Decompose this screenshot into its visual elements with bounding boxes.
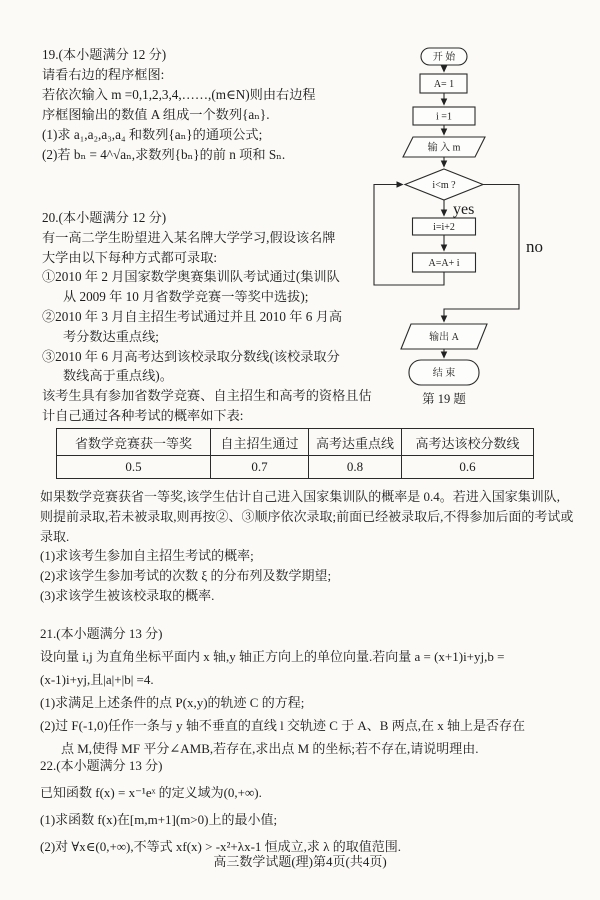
p21-heading: 21.(本小题满分 13 分) — [40, 626, 163, 641]
table-value-cell: 0.7 — [211, 456, 309, 479]
problem-21 — [40, 622, 596, 760]
p20-line-12: 则提前录取,若未被录取,则再按②、③顺序依次录取;前面已经被录取后,不得参加后面的考试或 — [40, 508, 574, 524]
p22-question-2: (2)对 ∀x∈(0,+∞),不等式 xf(x) > -x²+λx-1 恒成立,求 λ 的取值范围. — [40, 839, 401, 854]
p20-heading: 20.(本小题满分 12 分) — [42, 210, 167, 225]
p20-line-11: 如果数学竞赛获省一等奖,该学生估计自己进入国家集训队的概率是 0.4。若进入国家集训队, — [40, 489, 561, 504]
flowchart-yes-label: yes — [453, 201, 475, 218]
p21-question-1: (1)求满足上述条件的点 P(x,y)的轨迹 C 的方程; — [40, 695, 305, 710]
p22-question-1: (1)求函数 f(x)在[m,m+1](m>0)上的最小值; — [40, 812, 278, 827]
flowchart-add-a-label: A=A+ i — [428, 258, 460, 269]
p19-line-4: (1)求 a₁,a₂,a₃,a₄ 和数列{aₙ}的通项公式; — [42, 127, 263, 142]
table-header-cell: 高考达重点线 — [309, 429, 402, 456]
p20-question-3: (3)求该学生被该校录取的概率. — [40, 587, 215, 603]
p21-line-1: 设向量 i,j 为直角坐标平面内 x 轴,y 轴正方向上的单位向量.若向量 a = (x+1)i+yj,b = — [40, 649, 505, 664]
table-value-cell: 0.8 — [309, 456, 402, 479]
p20-line-1: 有一高二学生盼望进入某名牌大学学习,假设该名牌 — [42, 229, 336, 245]
p20-line-13: 录取. — [40, 528, 70, 544]
table-value-cell: 0.6 — [402, 456, 534, 479]
flowchart-inc-i-label: i=i+2 — [433, 222, 455, 233]
problem-19 — [42, 45, 394, 165]
flowchart-end-label: 结 束 — [432, 368, 456, 379]
p19-line-1: 请看右边的程序框图: — [42, 67, 165, 82]
p20-line-4: 从 2009 年 10 月省数学竞赛一等奖中选拔); — [63, 289, 309, 305]
p20-line-3: ①2010 年 2 月国家数学奥赛集训队考试通过(集训队 — [42, 269, 340, 285]
flowchart-start-label: 开 始 — [432, 52, 456, 63]
problem-22 — [40, 752, 588, 860]
flowchart-output-label: 输出 A — [429, 332, 459, 343]
p20-line-2: 大学由以下每种方式都可录取: — [42, 249, 218, 265]
p20-question-2: (2)求该学生参加考试的次数 ξ 的分布列及数学期望; — [40, 568, 332, 584]
p20-line-9: 该考生具有参加省数学竞赛、自主招生和高考的资格且估 — [42, 388, 372, 404]
flowchart-input-label: 输 入 m — [427, 142, 461, 154]
p21-line-2: (x-1)i+yj,且|a|+|b| =4. — [40, 672, 154, 687]
problem-20-continued — [40, 487, 588, 606]
page-footer: 高三数学试题(理)第4页(共4页) — [213, 854, 387, 869]
table-header-cell: 高考达该校分数线 — [402, 429, 534, 456]
p19-line-5: (2)若 bₙ = 4^√aₙ,求数列{bₙ}的前 n 项和 Sₙ. — [42, 147, 286, 162]
flowchart-no-label: no — [526, 237, 543, 256]
p20-line-7: ③2010 年 6 月高考达到该校录取分数线(该校录取分 — [42, 348, 340, 364]
p21-question-2: (2)过 F(-1,0)任作一条与 y 轴不垂直的直线 l 交轨迹 C 于 A、B 两点,在 x 轴上是否存在 — [40, 718, 525, 733]
p19-line-2: 若依次输入 m =0,1,2,3,4,……,(m∈N)则由右边程 — [42, 87, 316, 102]
p19-line-3: 序框图输出的数值 A 组成一个数列{aₙ}. — [42, 107, 270, 122]
p22-heading: 22.(本小题满分 13 分) — [40, 758, 163, 773]
p20-line-8: 数线高于重点线)。 — [63, 368, 173, 384]
table-value-cell: 0.5 — [57, 456, 211, 479]
flowchart-init-a-label: A= 1 — [433, 79, 455, 90]
p20-line-10: 计自己通过各种考试的概率如下表: — [42, 407, 244, 423]
p22-line-1: 已知函数 f(x) = x⁻¹eˣ 的定义域为(0,+∞). — [40, 785, 262, 800]
table-value-row — [57, 456, 534, 479]
p20-question-1: (1)求该考生参加自主招生考试的概率; — [40, 548, 254, 564]
table-header-cell: 省数学竞赛获一等奖 — [57, 429, 211, 456]
p19-heading: 19.(本小题满分 12 分) — [42, 47, 167, 62]
flowchart-init-i-label: i =1 — [436, 111, 452, 123]
p20-line-6: 考分数达重点线; — [63, 328, 159, 344]
problem-20 — [42, 208, 407, 426]
table-header-row — [57, 429, 534, 456]
table-header-cell: 自主招生通过 — [211, 429, 309, 456]
p21-question-2-cont: 点 M,使得 MF 平分∠AMB,若存在,求出点 M 的坐标;若不存在,请说明理由. — [61, 741, 479, 756]
p20-line-5: ②2010 年 3 月自主招生考试通过并且 2010 年 6 月高 — [42, 308, 343, 324]
probability-table — [56, 428, 534, 479]
flowchart-decision-label: i<m ? — [432, 180, 456, 191]
flowchart-caption: 第 19 题 — [422, 392, 466, 406]
